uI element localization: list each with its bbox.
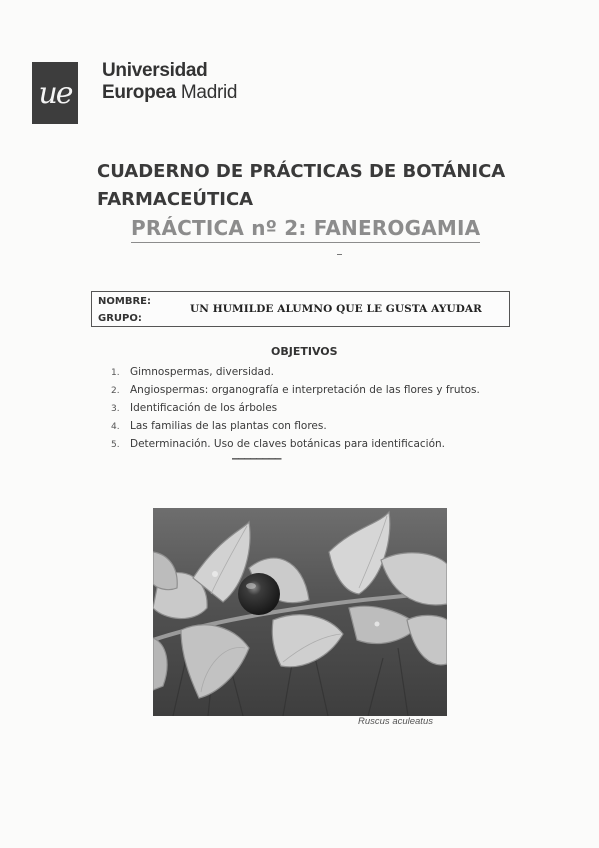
practice-subtitle: PRÁCTICA nº 2: FANEROGAMIA [131, 216, 480, 243]
list-item-text: Gimnospermas, diversidad. [130, 366, 274, 378]
list-item [111, 418, 480, 436]
red-berry [238, 573, 280, 615]
list-item [111, 436, 480, 454]
list-item-text: Identificación de los árboles [130, 402, 278, 414]
list-item [111, 400, 480, 418]
plant-photo [153, 508, 447, 716]
logo-line-1: Universidad [102, 60, 208, 81]
title-line-2: FARMACEÚTICA [97, 189, 254, 210]
logo-line-2-rest: Madrid [175, 82, 238, 103]
plant-illustration [153, 508, 447, 716]
logo-line-2-bold: Europea [102, 82, 176, 103]
list-item-text: Angiospermas: organografía e interpretación de las flores y frutos. [130, 384, 480, 396]
nombre-value: UN HUMILDE ALUMNO QUE LE GUSTA AYUDAR [190, 303, 483, 315]
logo-monogram: ue [38, 76, 72, 111]
list-item-number: 5. [111, 440, 120, 450]
objectives-list [111, 364, 480, 454]
objectives-heading: OBJETIVOS [271, 345, 338, 358]
list-item-number: 3. [111, 404, 120, 414]
title-line-1: CUADERNO DE PRÁCTICAS DE BOTÁNICA [97, 161, 506, 182]
list-item-text: Determinación. Uso de claves botánicas para identificación. [130, 438, 445, 450]
list-item-number: 4. [111, 422, 120, 432]
water-droplet [212, 571, 218, 577]
list-item [111, 382, 480, 400]
university-logo-text [102, 60, 237, 104]
scan-speck [337, 254, 342, 255]
section-separator: ———————— [232, 452, 281, 465]
list-item-number: 2. [111, 386, 120, 396]
water-droplet [375, 622, 380, 627]
list-item [111, 364, 480, 382]
logo-line-2 [102, 82, 237, 104]
nombre-label: NOMBRE: [98, 296, 151, 307]
grupo-label: GRUPO: [98, 313, 142, 324]
list-item-text: Las familias de las plantas con flores. [130, 420, 327, 432]
university-logo-mark [32, 62, 78, 124]
photo-caption: Ruscus aculeatus [358, 716, 433, 727]
list-item-number: 1. [111, 368, 120, 378]
berry-highlight [246, 583, 256, 589]
student-info-box [91, 291, 510, 327]
document-title [97, 158, 505, 214]
